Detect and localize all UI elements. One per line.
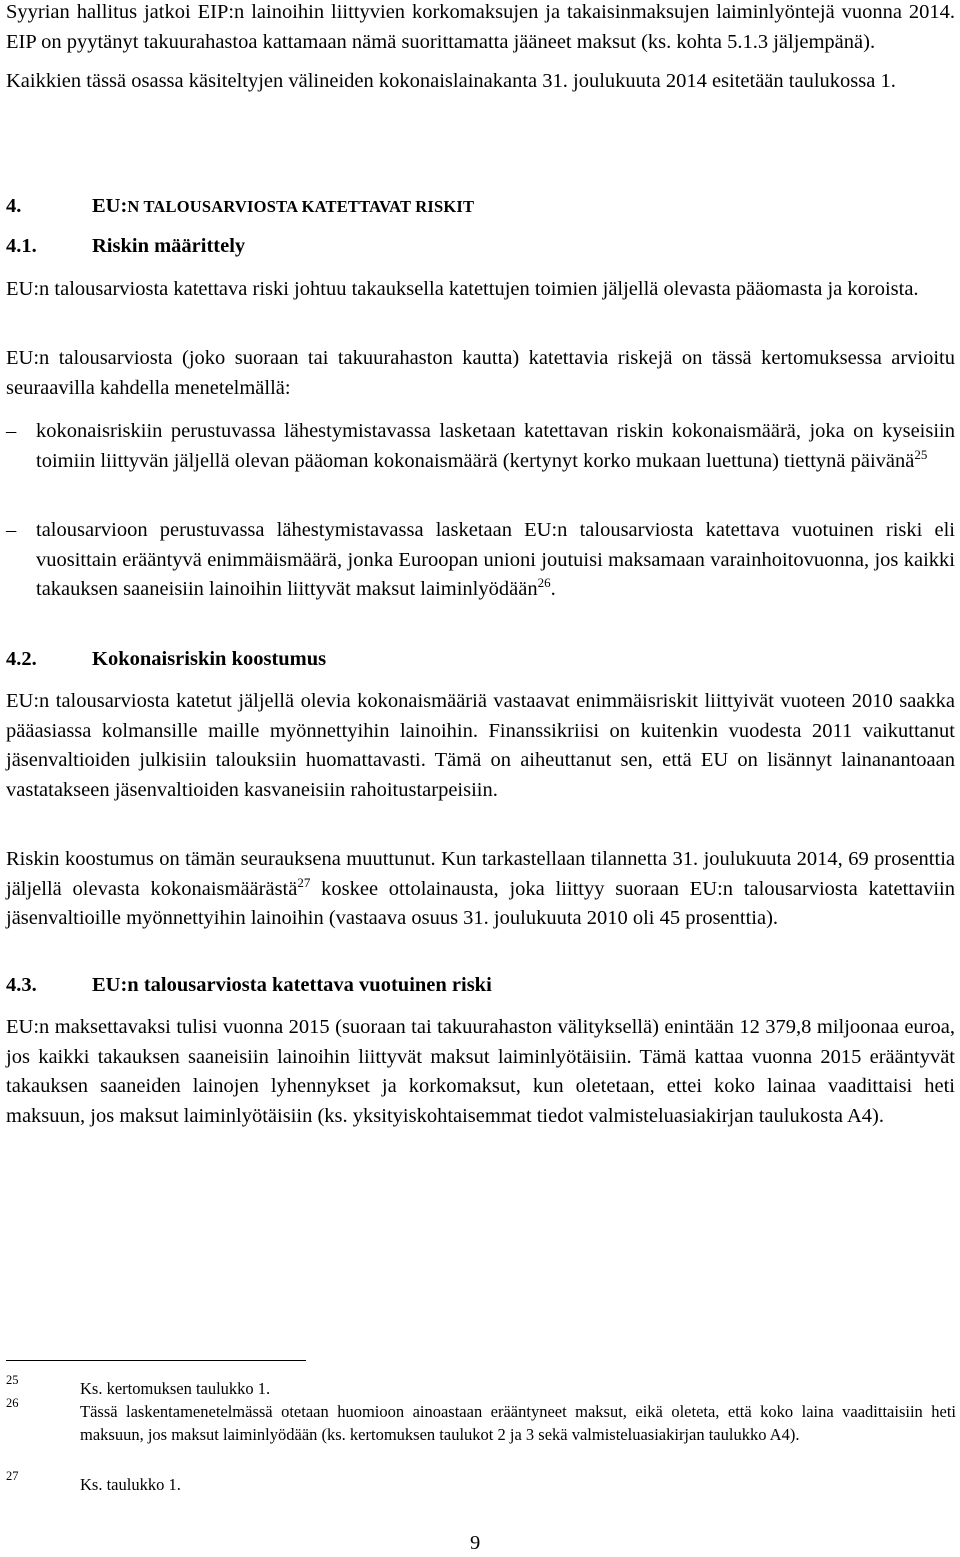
footnote-27 bbox=[6, 1469, 956, 1496]
page-number: 9 bbox=[470, 1532, 481, 1554]
section-title-rest: N TALOUSARVIOSTA KATETTAVAT RISKIT bbox=[127, 197, 475, 216]
paragraph-methods-intro: EU:n talousarviosta (joko suoraan tai takuurahaston kautta) katettavia riskejä on tässä kertomuksessa arvioitu seuraavilla kahdella menetelmällä: bbox=[6, 347, 955, 399]
subsection-4-2-heading bbox=[6, 645, 326, 675]
list-item-end: . bbox=[550, 578, 556, 601]
subsection-number: 4.2. bbox=[6, 648, 37, 670]
dash-bullet: – bbox=[6, 519, 17, 541]
list-item-total-risk bbox=[6, 417, 955, 476]
paragraph-total-stock: Kaikkien tässä osassa käsiteltyjen välineiden kokonaislainakanta 31. joulukuuta 2014 esitetään taulukossa 1. bbox=[6, 70, 896, 92]
paragraph-syria: Syyrian hallitus jatkoi EIP:n lainoihin liittyvien korkomaksujen ja takaisinmaksujen laiminlyöntejä vuonna 2014. EIP on pyytänyt takuurahastoa kattamaan nämä suorittamatta jääneet maksut (ks. kohta 5.1.3 jäljempänä). bbox=[6, 1, 955, 53]
paragraph-annual-risk: EU:n maksettavaksi tulisi vuonna 2015 (suoraan tai takuurahaston välityksellä) enintään 12 379,8 miljoonaa euroa, jos kaikki takauksen saaneisiin lainoihin liittyvät maksut laiminlyötäisiin. Tämä kattaa vuonna 2015 erääntyvät takauksen saaneiden lainojen lyhennykset ja korkomaksut, kun oletetaan, ettei koko lainaa vaadittaisi heti maksuun, jos maksut laiminlyötäisiin (ks. yksityiskohtaisemmat tiedot valmisteluasiakirjan taulukosta A4). bbox=[6, 1016, 955, 1127]
section-number: 4. bbox=[6, 195, 22, 217]
paragraph-text: Riskin koostumus on tämän seurauksena muuttunut. Kun tarkastellaan tilannetta 31. joulukuuta 2014, 69 prosenttia jäljellä olevasta kokonaismäärästä bbox=[6, 848, 955, 900]
subsection-number: 4.3. bbox=[6, 974, 37, 996]
paragraph-risk-definition: EU:n talousarviosta katettava riski johtuu takauksella katettujen toimien jäljellä olevasta pääomasta ja koroista. bbox=[6, 278, 919, 300]
footnote-number: 25 bbox=[6, 1373, 19, 1387]
list-item-text: kokonaisriskiin perustuvassa lähestymistavassa lasketaan katettavan riskin kokonaismäärä, joka on kyseisiin toimiin liittyvän jäljellä olevan pääoman kokonaismäärä (kertynyt korko mukaan luettuna) tiettynä päivänä bbox=[36, 420, 955, 472]
subsection-4-1-heading bbox=[6, 232, 245, 262]
footnote-25 bbox=[6, 1373, 956, 1400]
paragraph-composition-change bbox=[6, 845, 955, 934]
footnote-separator bbox=[6, 1360, 306, 1361]
subsection-4-3-heading bbox=[6, 971, 492, 1001]
section-4-heading bbox=[6, 192, 474, 222]
subsection-title: Riskin määrittely bbox=[92, 235, 246, 257]
footnote-text: Ks. kertomuksen taulukko 1. bbox=[80, 1379, 271, 1398]
subsection-title: EU:n talousarviosta katettava vuotuinen riski bbox=[92, 974, 492, 996]
subsection-number: 4.1. bbox=[6, 235, 37, 257]
dash-bullet: – bbox=[6, 420, 17, 442]
footnote-ref: 27 bbox=[297, 874, 311, 890]
paragraph-text: koskee ottolainausta, joka liittyy suoraan EU:n talousarviosta katettaviin jäsenvaltioille myönnettyihin lainoihin (vastaava osuus 31. joulukuuta 2010 oli 45 prosenttia). bbox=[6, 877, 955, 930]
footnote-text: Ks. taulukko 1. bbox=[80, 1475, 181, 1494]
footnote-ref: 25 bbox=[914, 446, 928, 462]
list-item-budget-risk bbox=[6, 516, 955, 605]
footnote-26 bbox=[6, 1396, 956, 1446]
paragraph-risk-composition: EU:n talousarviosta katetut jäljellä olevia kokonaismääriä vastaavat enimmäisriskit liittyivät vuoteen 2010 saakka pääasiassa kolmansille maille myönnettyihin lainoihin. Finanssikriisi on kuitenkin vuodesta 2011 vaikuttanut jäsenvaltioiden julkisiin talouksiin huomattavasti. Tämä on aiheuttanut sen, että EU on lisännyt lainanantoaan vastatakseen jäsenvaltioiden kasvaneisiin rahoitustarpeisiin. bbox=[6, 690, 955, 801]
footnote-text: Tässä laskentamenetelmässä otetaan huomioon ainoastaan erääntyneet maksut, eikä oleteta, että koko laina vaadittaisiin heti maksuun, jos maksut laiminlyödään (ks. kertomuksen taulukot 2 ja 3 sekä valmisteluasiakirjan taulukko A4). bbox=[80, 1402, 956, 1444]
list-item-text: talousarvioon perustuvassa lähestymistavassa lasketaan EU:n talousarviosta katettava vuotuinen riski eli vuosittain erääntyvä enimmäismäärä, jonka Euroopan unioni joutuisi maksamaan varainhoitovuonna, jos kaikki takauksen saaneisiin lainoihin liittyvät maksut laiminlyödään bbox=[36, 519, 955, 601]
subsection-title: Kokonaisriskin koostumus bbox=[92, 648, 327, 670]
footnote-ref: 26 bbox=[537, 575, 551, 591]
footnote-number: 26 bbox=[6, 1396, 19, 1410]
footnote-number: 27 bbox=[6, 1469, 19, 1483]
section-title-eu: EU: bbox=[92, 195, 128, 217]
